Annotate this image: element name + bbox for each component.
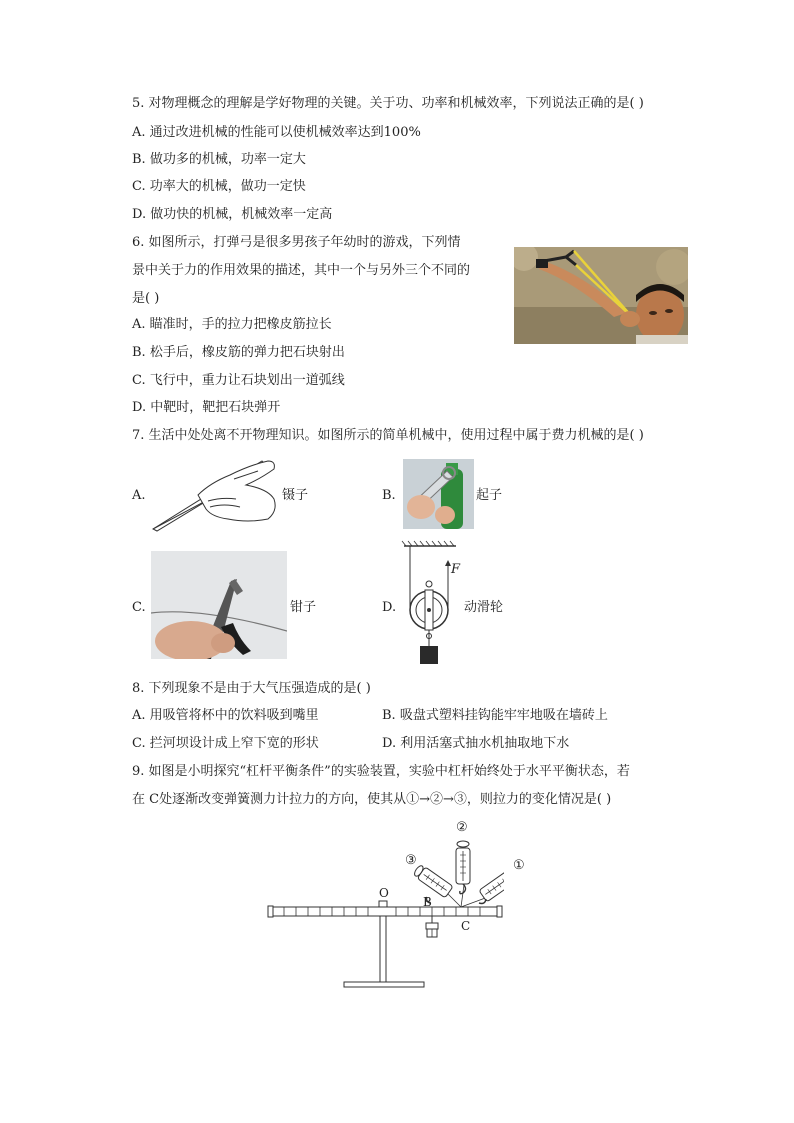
q6-stem-line2: 景中关于力的作用效果的描述，其中一个与另外三个不同的 bbox=[132, 263, 471, 278]
pliers-illustration bbox=[151, 551, 287, 659]
q8-option-d: D. 利用活塞式抽水机抽取地下水 bbox=[382, 736, 570, 751]
q7-item-d-name: 动滑轮 bbox=[464, 600, 504, 615]
q6-stem-line1: 6. 如图所示，打弹弓是很多男孩子年幼时的游戏，下列情 bbox=[132, 235, 461, 250]
q7-item-d-letter: D. bbox=[382, 600, 397, 615]
q6-option-d: D. 中靶时，靶把石块弹开 bbox=[132, 400, 281, 415]
q6-option-b: B. 松手后，橡皮筋的弹力把石块射出 bbox=[132, 345, 345, 360]
movable-pulley-figure bbox=[400, 540, 470, 670]
force-f-label: F bbox=[451, 562, 461, 577]
q7-item-b-letter: B. bbox=[382, 488, 396, 503]
q7-item-a-name: 镊子 bbox=[282, 488, 309, 503]
lever-label-c: C bbox=[461, 919, 471, 933]
q8-stem: 8. 下列现象不是由于大气压强造成的是( ) bbox=[132, 681, 371, 696]
q5-option-a: A. 通过改进机械的性能可以使机械效率达到100% bbox=[132, 125, 421, 140]
q6-option-a: A. 瞄准时，手的拉力把橡皮筋拉长 bbox=[132, 317, 332, 332]
q9-stem-line2: 在 C处逐渐改变弹簧测力计拉力的方向，使其从①→②→③，则拉力的变化情况是( ) bbox=[132, 792, 612, 807]
q5-option-c: C. 功率大的机械，做功一定快 bbox=[132, 179, 306, 194]
q6-option-c: C. 飞行中，重力让石块划出一道弧线 bbox=[132, 373, 345, 388]
q7-item-c-name: 钳子 bbox=[290, 600, 317, 615]
q5-stem: 5. 对物理概念的理解是学好物理的关键。关于功、功率和机械效率，下列说法正确的是( ) bbox=[132, 96, 644, 111]
tweezers-figure bbox=[150, 453, 280, 533]
lever-diagram bbox=[264, 815, 504, 995]
q6-stem-line3: 是( ) bbox=[132, 291, 160, 306]
q9-stem-line1: 9. 如图是小明探究“杠杆平衡条件”的实验装置，实验中杠杆始终处于水平平衡状态，若 bbox=[132, 764, 630, 779]
tweezers-illustration bbox=[150, 453, 280, 533]
q7-item-b-name: 起子 bbox=[476, 488, 503, 503]
lever-label-o: O bbox=[379, 886, 389, 900]
q5-option-b: B. 做功多的机械，功率一定大 bbox=[132, 152, 306, 167]
q8-option-a: A. 用吸管将杯中的饮料吸到嘴里 bbox=[132, 708, 319, 723]
lever-label-b: B bbox=[423, 895, 432, 909]
slingshot-illustration bbox=[514, 247, 688, 344]
lever-illustration bbox=[264, 815, 504, 995]
pliers-photo bbox=[151, 551, 287, 659]
q7-item-c-letter: C. bbox=[132, 600, 146, 615]
q7-stem: 7. 生活中处处离不开物理知识。如图所示的简单机械中，使用过程中属于费力机械的是( ) bbox=[132, 428, 644, 443]
bottle-opener-photo bbox=[403, 459, 474, 529]
lever-label-3: ③ bbox=[405, 853, 417, 868]
lever-label-1: ① bbox=[513, 858, 525, 873]
pulley-illustration bbox=[400, 540, 470, 670]
bottle-opener-illustration bbox=[403, 459, 474, 529]
slingshot-photo bbox=[514, 247, 688, 344]
q7-item-a-letter: A. bbox=[132, 488, 146, 503]
q8-option-c: C. 拦河坝设计成上窄下宽的形状 bbox=[132, 736, 319, 751]
lever-label-2: ② bbox=[456, 820, 468, 835]
q5-option-d: D. 做功快的机械，机械效率一定高 bbox=[132, 207, 333, 222]
q8-option-b: B. 吸盘式塑料挂钩能牢牢地吸在墙砖上 bbox=[382, 708, 608, 723]
